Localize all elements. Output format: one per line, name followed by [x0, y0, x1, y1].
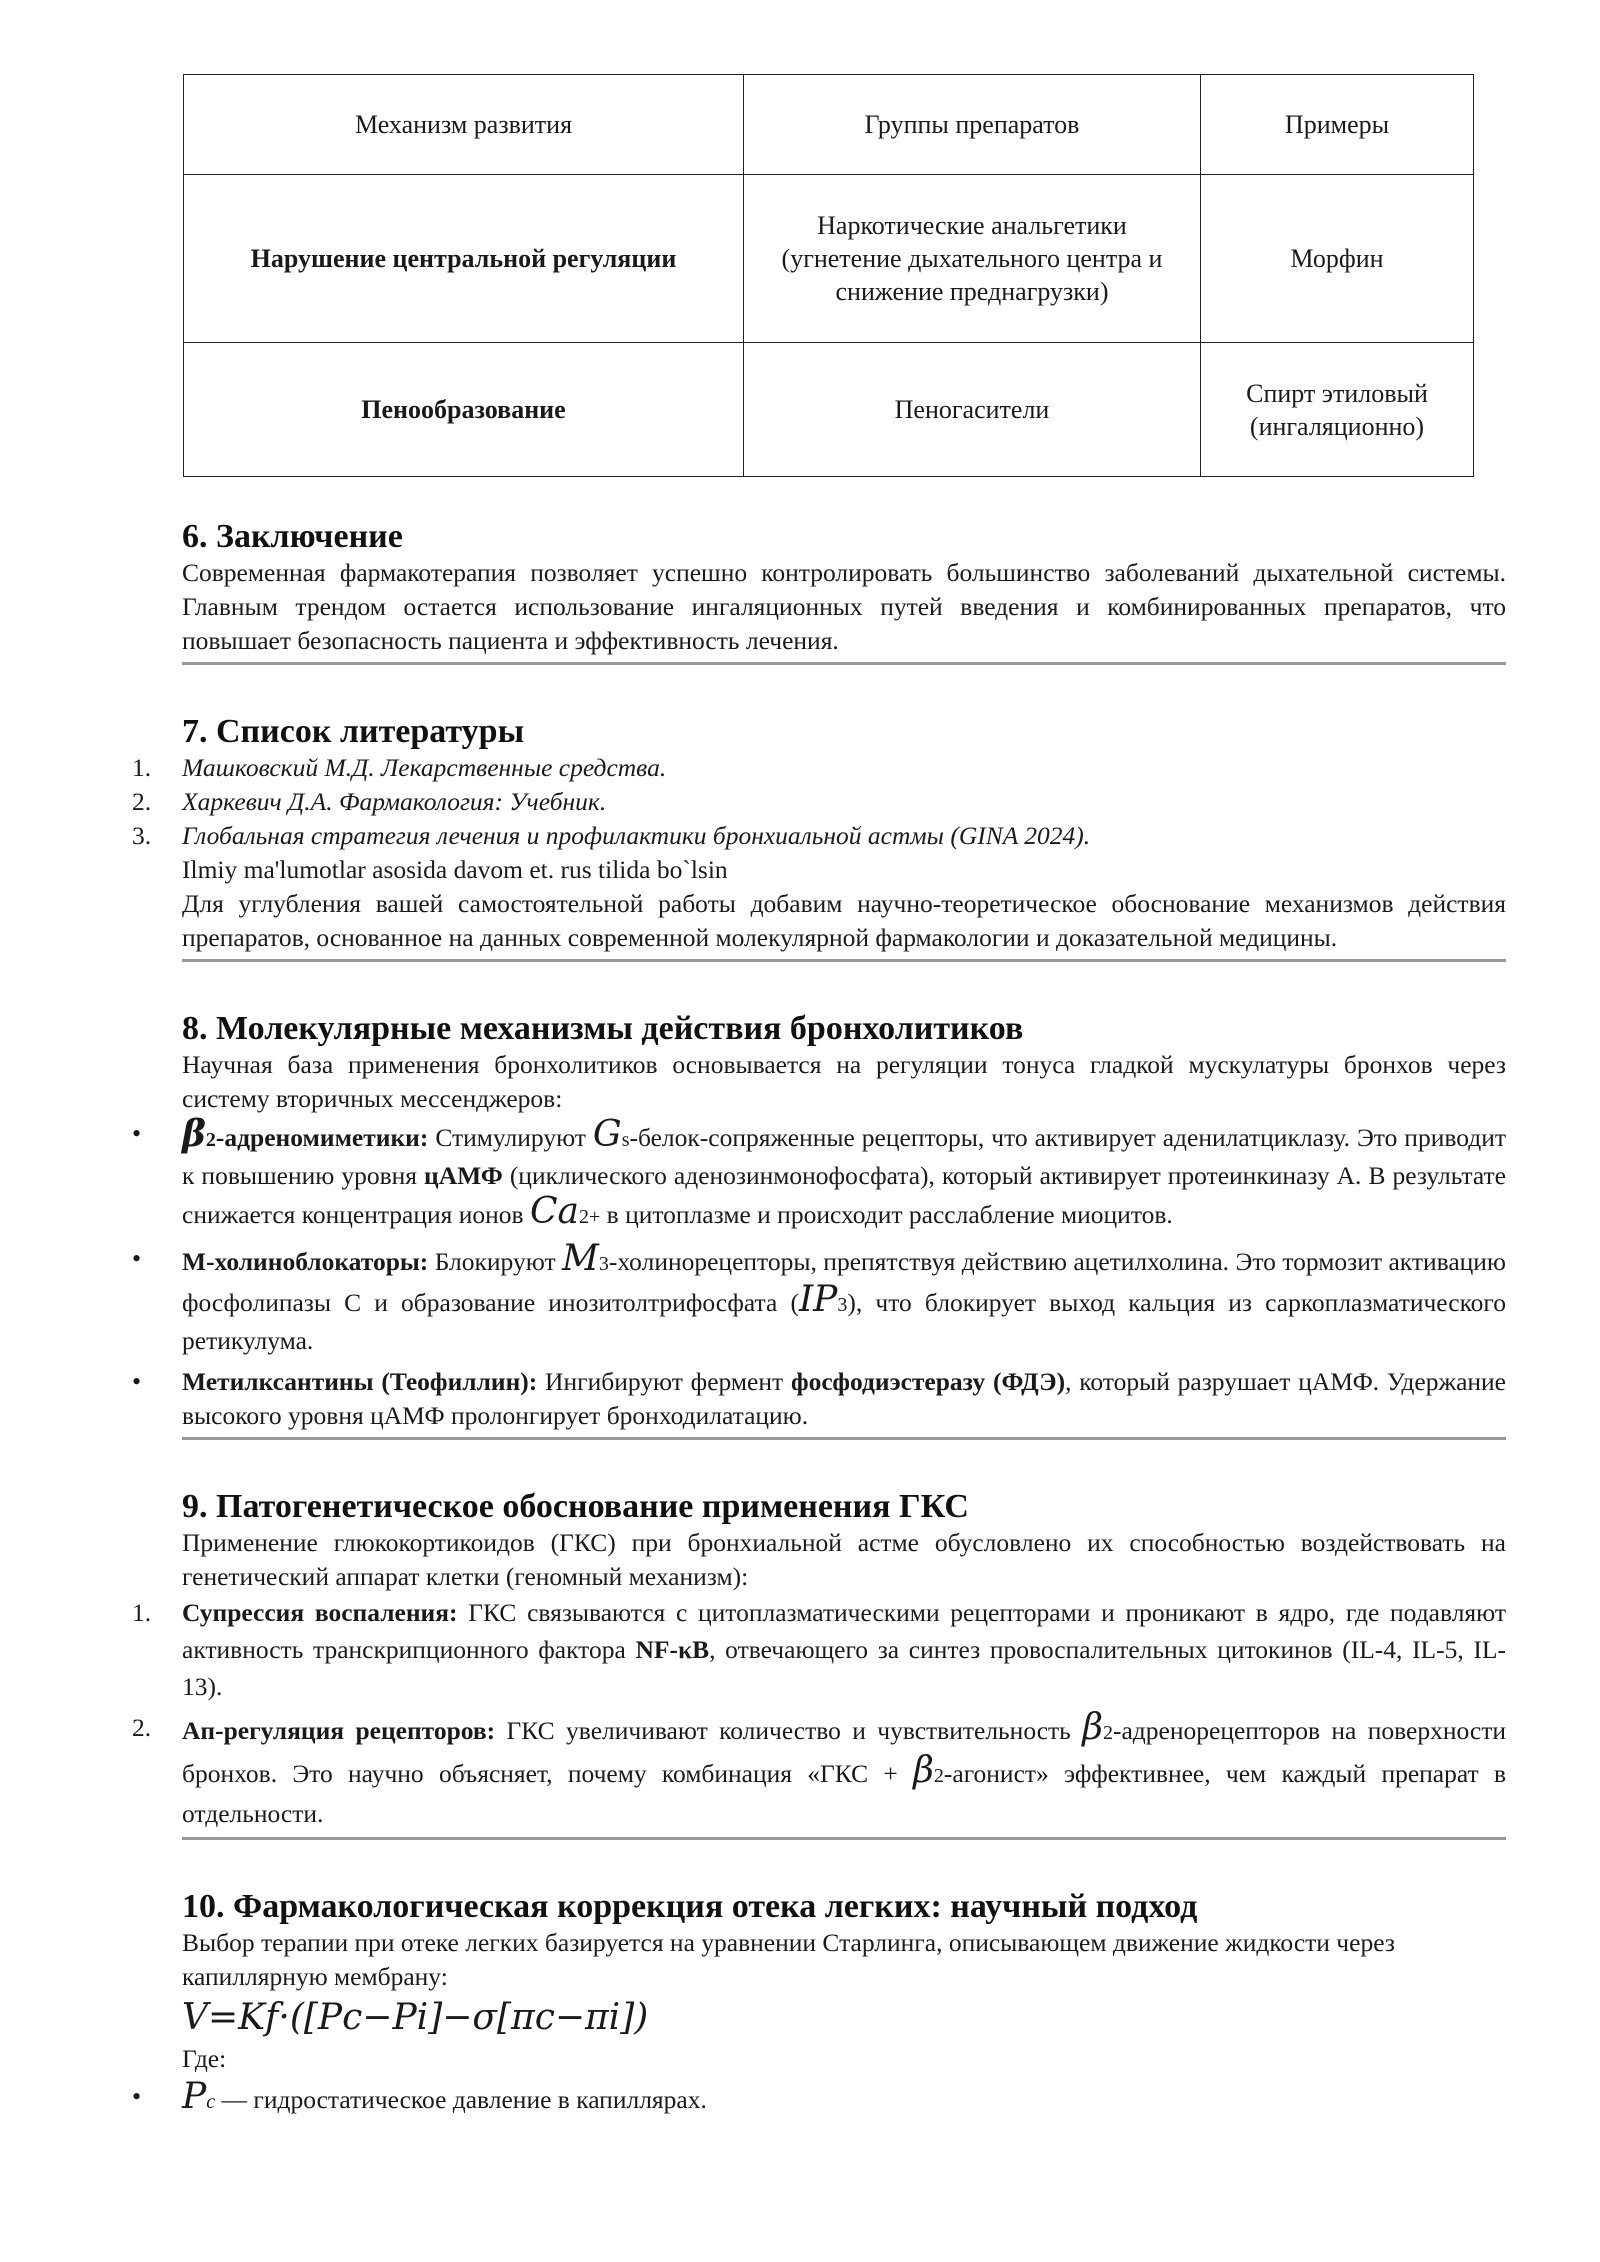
mechanism-list: [132, 1113, 1507, 1433]
text-run: ГКС увеличивают количество и чувствительность: [495, 1716, 1083, 1745]
list-item: [132, 751, 1506, 785]
math-subscript: s: [621, 1129, 630, 1151]
term-bold: NF-κB: [635, 1635, 710, 1664]
text-run: , отвечающего за синтез провоспалительных цитокинов (IL-4, IL-5, IL-13).: [182, 1635, 1506, 1701]
list-item: [132, 2076, 1506, 2123]
term-label: Супрессия воспаления:: [182, 1598, 458, 1627]
paragraph: Для углубления вашей самостоятельной работы добавим научно-теоретическое обоснование механизмов действия препаратов, основанное на данных современной молекулярной фармакологии и доказательной медицины.: [182, 889, 1506, 952]
math-symbol: P: [182, 2076, 207, 2117]
list-item: [132, 1238, 1506, 1359]
table-header-row: [184, 75, 1474, 175]
list-number: 1.: [132, 753, 152, 782]
reference-list: [132, 751, 1506, 853]
list-item: [132, 1594, 1507, 1705]
list-number: 2.: [132, 787, 152, 816]
list-item: [132, 819, 1506, 853]
section-conclusion: [182, 518, 1506, 665]
section-references: [132, 713, 1506, 962]
paragraph: Применение глюкокортикоидов (ГКС) при бронхиальной астме обусловлено их способностью воздействовать на генетический аппарат клетки (геномный механизм):: [182, 1528, 1506, 1591]
table-row: [184, 175, 1474, 343]
text-run: -холинорецепторы, препятствуя действию ацетилхолина. Это тормозит активацию фосфолипазы С и образование инозитолтрифосфата (: [182, 1247, 1506, 1317]
text-run: Стимулируют: [428, 1123, 593, 1152]
reference-text: Харкевич Д.А. Фармакология: Учебник.: [182, 787, 607, 816]
text-run: — гидростатическое давление в капиллярах.: [215, 2085, 707, 2114]
math-subscript: 2: [1103, 1722, 1113, 1744]
list-item: [132, 1365, 1506, 1433]
math-subscript: 3: [598, 1253, 609, 1275]
term-label: -адреномиметики:: [215, 1123, 429, 1152]
list-number: 3.: [132, 821, 152, 850]
text-run: , который разрушает цАМФ. Удержание высокого уровня цАМФ пролонгирует бронходилатацию.: [182, 1367, 1506, 1430]
section-bronchodilators: [132, 1010, 1507, 1440]
math-subscript: 2: [205, 1129, 216, 1151]
table-cell-group: Наркотические анальгетики (угнетение дыхательного центра и снижение преднагрузки): [744, 175, 1201, 343]
list-item: [132, 785, 1506, 819]
term-label: Ап-регуляция рецепторов:: [182, 1716, 496, 1745]
section-heading: 10. Фармакологическая коррекция отека легких: научный подход: [182, 1888, 1198, 1925]
section-heading: 6. Заключение: [182, 518, 403, 555]
document-body: [132, 518, 1507, 2127]
drug-table: [183, 74, 1474, 477]
where-label: Где:: [182, 2044, 227, 2073]
bullet-icon: •: [132, 1367, 142, 1396]
math-symbol: G: [592, 1114, 622, 1155]
list-number: 2.: [132, 1713, 152, 1742]
starling-formula: V=Kf·([Pc−Pi]−σ[πc−πi]): [182, 1997, 649, 2038]
text-run: в цитоплазме и происходит расслабление миоцитов.: [600, 1200, 1173, 1229]
bullet-icon: •: [132, 1119, 142, 1148]
bullet-icon: •: [132, 2082, 142, 2111]
table-header-cell: Механизм развития: [184, 75, 744, 175]
section-pulmonary-edema: [132, 1888, 1506, 2127]
math-subscript: 2: [933, 1765, 944, 1787]
math-symbol: Ca: [529, 1191, 579, 1232]
section-heading: 8. Молекулярные механизмы действия бронхолитиков: [182, 1010, 1024, 1047]
reference-text: Глобальная стратегия лечения и профилактики бронхиальной астмы (GINA 2024).: [182, 821, 1091, 850]
list-item: [132, 1113, 1507, 1235]
table-row: [184, 343, 1474, 477]
section-heading: 7. Список литературы: [182, 713, 525, 750]
paragraph: Выбор терапии при отеке легких базируется на уравнении Старлинга, описывающем движение жидкости через капиллярную мембрану:: [182, 1928, 1395, 1991]
text-run: Блокируют: [428, 1247, 563, 1276]
note-line: Ilmiy ma'lumotlar asosida davom et. rus tilida bo`lsin: [182, 855, 728, 884]
term-bold: фосфодиэстеразу (ФДЭ): [790, 1367, 1066, 1396]
math-symbol: IP: [798, 1279, 838, 1320]
table-cell-mechanism: Пенообразование: [184, 343, 744, 477]
math-superscript: 2+: [579, 1206, 601, 1228]
term-bold: цАМФ: [424, 1161, 503, 1190]
list-item: [132, 1707, 1506, 1833]
term-label: М-холиноблокаторы:: [182, 1247, 429, 1276]
math-symbol: M: [562, 1238, 599, 1279]
math-subscript: c: [206, 2091, 216, 2113]
math-symbol: β: [913, 1750, 934, 1791]
section-glucocorticoids: [132, 1488, 1507, 1840]
section-heading: 9. Патогенетическое обоснование применения ГКС: [182, 1488, 969, 1525]
table-header-cell: Примеры: [1201, 75, 1474, 175]
text-run: -белок-сопряженные рецепторы, что активирует аденилатциклазу. Это приводит к повышению уровня: [182, 1123, 1506, 1190]
reference-text: Машковский М.Д. Лекарственные средства.: [182, 753, 667, 782]
table-cell-example: Спирт этиловый (ингаляционно): [1201, 343, 1474, 477]
math-symbol: β: [1082, 1707, 1103, 1748]
list-number: 1.: [132, 1598, 152, 1627]
math-subscript: 3: [837, 1294, 848, 1316]
text-run: ГКС связываются с цитоплазматическими рецепторами и проникают в ядро, где подавляют активность транскрипционного фактора: [182, 1598, 1507, 1664]
bullet-icon: •: [132, 1244, 142, 1273]
mechanism-list: [132, 1594, 1507, 1833]
term-label: Метилксантины (Теофиллин):: [182, 1367, 538, 1396]
math-symbol: β: [182, 1113, 206, 1155]
text-run: -агонист» эффективнее, чем каждый препарат в отдельности.: [182, 1759, 1506, 1828]
definition-list: [132, 2076, 1506, 2123]
text-run: ), что блокирует выход кальция из саркоплазматического ретикулума.: [182, 1288, 1506, 1355]
text-run: Ингибируют фермент: [537, 1367, 791, 1396]
paragraph: Современная фармакотерапия позволяет успешно контролировать большинство заболеваний дыхательной системы. Главным трендом остается использование ингаляционных путей введения и комбинированных препаратов, что повышает безопасность пациента и эффективность лечения.: [182, 558, 1506, 655]
table-header-cell: Группы препаратов: [744, 75, 1201, 175]
table-cell-group: Пеногасители: [744, 343, 1201, 477]
table-cell-example: Морфин: [1201, 175, 1474, 343]
table-cell-mechanism: Нарушение центральной регуляции: [184, 175, 744, 343]
text-run: -адренорецепторов на поверхности бронхов. Это научно объясняет, почему комбинация «ГКС +: [182, 1716, 1506, 1788]
paragraph: Научная база применения бронхолитиков основывается на регуляции тонуса гладкой мускулатуры бронхов через систему вторичных мессенджеров:: [182, 1050, 1506, 1113]
text-run: (циклического аденозинмонофосфата), который активирует протеинкиназу А. В результате снижается концентрация ионов: [182, 1161, 1507, 1229]
